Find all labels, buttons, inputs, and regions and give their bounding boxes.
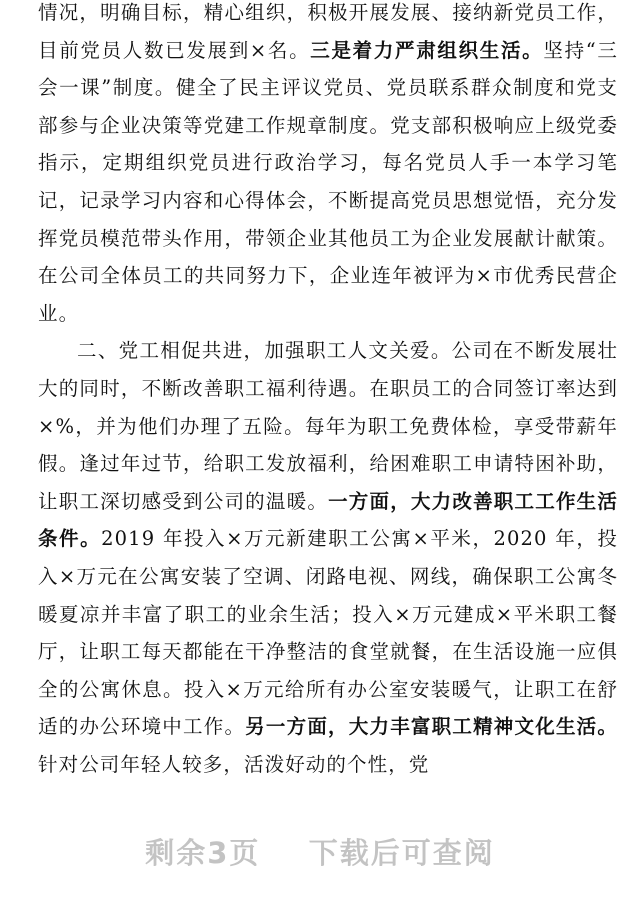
paragraph-section-two bbox=[38, 332, 618, 783]
paragraph-continuation bbox=[38, 0, 618, 332]
download-remaining-pages-notice[interactable]: 剩余3页 下载后可查阅 bbox=[145, 836, 495, 870]
text-segment: 二、党工相促共进，加强职工人文关爱。公司在不断发展壮大的同时，不断改善职工福利待遇。在职员工的合同签订率达到×%，并为他们办理了五险。每年为职工免费体检，享受带薪年假。逢过年过节，给职工发放福利，给困难职工申请特困补助，让职工深切感受到公司的温暖。 bbox=[38, 339, 618, 513]
text-segment: 针对公司年轻人较多，活泼好动的个性，党 bbox=[38, 752, 430, 776]
bold-heading-other-aspect: 另一方面，大力丰富职工精神文化生活。 bbox=[245, 715, 618, 739]
bold-heading-three: 三是着力严肃组织生活。 bbox=[310, 38, 544, 62]
text-segment: 坚持“三会一课”制度。健全了民主评议党员、党员联系群众制度和党支部参与企业决策等党建工作规章制度。党支部积极响应上级党委指示，定期组织党员进行政治学习，每名党员人手一本学习笔记，记录学习内容和心得体会，不断提高党员思想觉悟，充分发挥党员模范带头作用，带领企业其他员工为企业发展献计献策。在公司全体员工的共同努力下，企业连年被评为×市优秀民营企业。 bbox=[38, 38, 619, 325]
text-segment: 2019 年投入×万元新建职工公寓×平米，2020 年，投入×万元在公寓安装了空调、闭路电视、网线，确保职工公寓冬暖夏凉并丰富了职工的业余生活；投入×万元建成×平米职工餐厅，让职工每天都能在干净整洁的食堂就餐，在生活设施一应俱全的公寓休息。投入×万元给所有办公室安装暖气，让职工在舒适的办公环境中工作。 bbox=[38, 527, 618, 739]
document-body bbox=[38, 0, 618, 783]
text-segment: 情况，明确目标，精心组织，积极开展发展、接纳新党员工作，目前党员人数已发展到×名。 bbox=[38, 1, 618, 62]
bold-heading-one-aspect: 一方面，大力改善职工工作生活条件。 bbox=[38, 489, 618, 551]
